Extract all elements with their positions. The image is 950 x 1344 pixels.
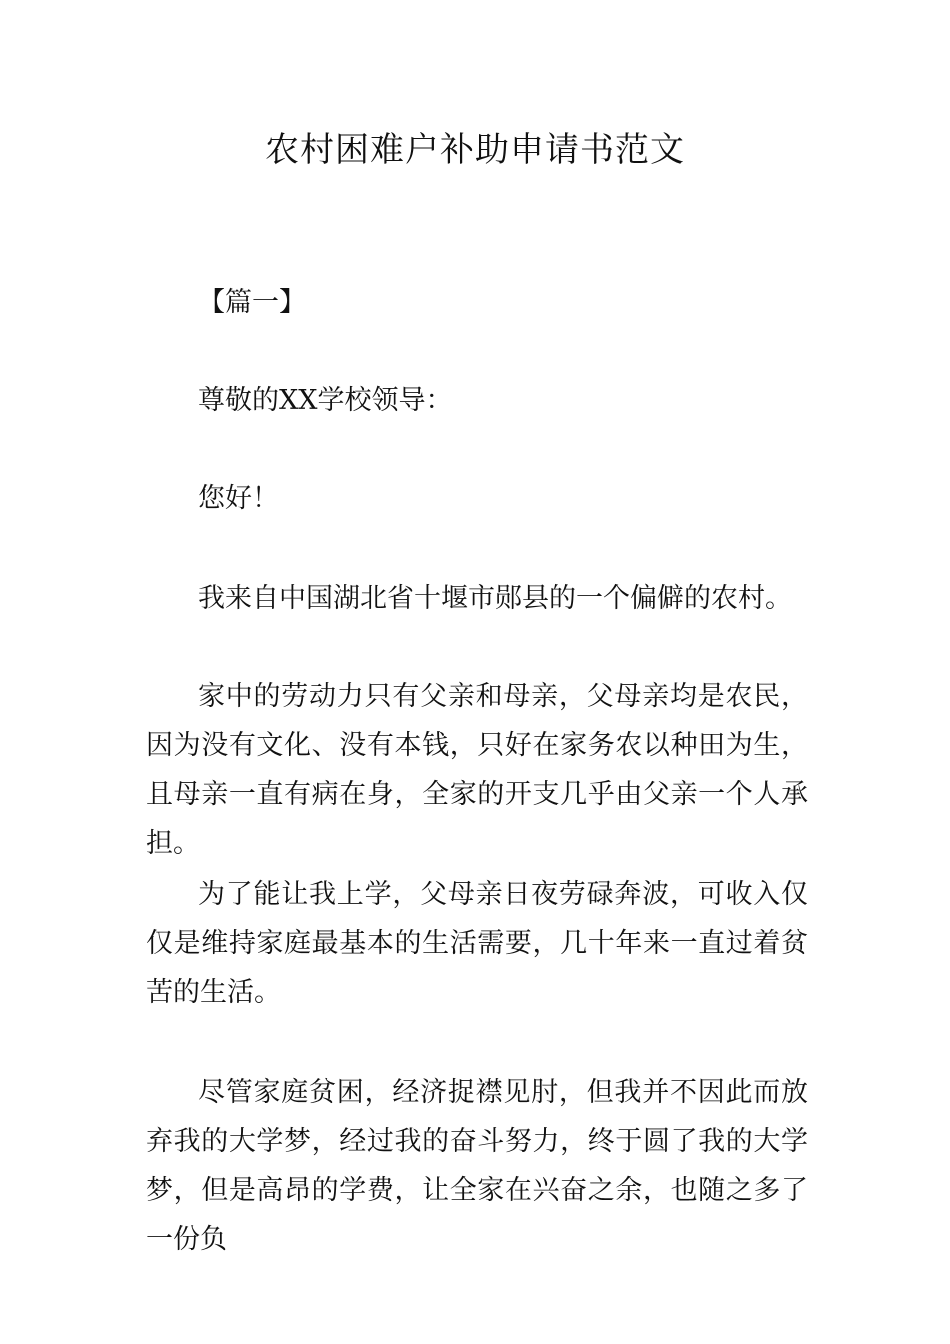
document-title: 农村困难户补助申请书范文 [265, 130, 685, 170]
salutation: 尊敬的XX学校领导： [198, 385, 453, 416]
paragraph: 家中的劳动力只有父亲和母亲，父母亲均是农民，因为没有文化、没有本钱，只好在家务农以种田为生，且母亲一直有病在身，全家的开支几乎由父亲一个人承担。 [146, 681, 808, 859]
section-label: 【篇一】 [198, 287, 306, 318]
paragraph: 尽管家庭贫困，经济捉襟见肘，但我并不因此而放弃我的大学梦，经过我的奋斗努力，终于圆了我的大学梦，但是高昂的学费，让全家在兴奋之余，也随之多了一份负 [146, 1077, 808, 1255]
greeting: 您好！ [198, 483, 279, 514]
paragraph: 为了能让我上学，父母亲日夜劳碌奔波，可收入仅仅是维持家庭最基本的生活需要，几十年来一直过着贫苦的生活。 [146, 879, 808, 1008]
paragraph: 我来自中国湖北省十堰市郧县的一个偏僻的农村。 [198, 583, 792, 614]
